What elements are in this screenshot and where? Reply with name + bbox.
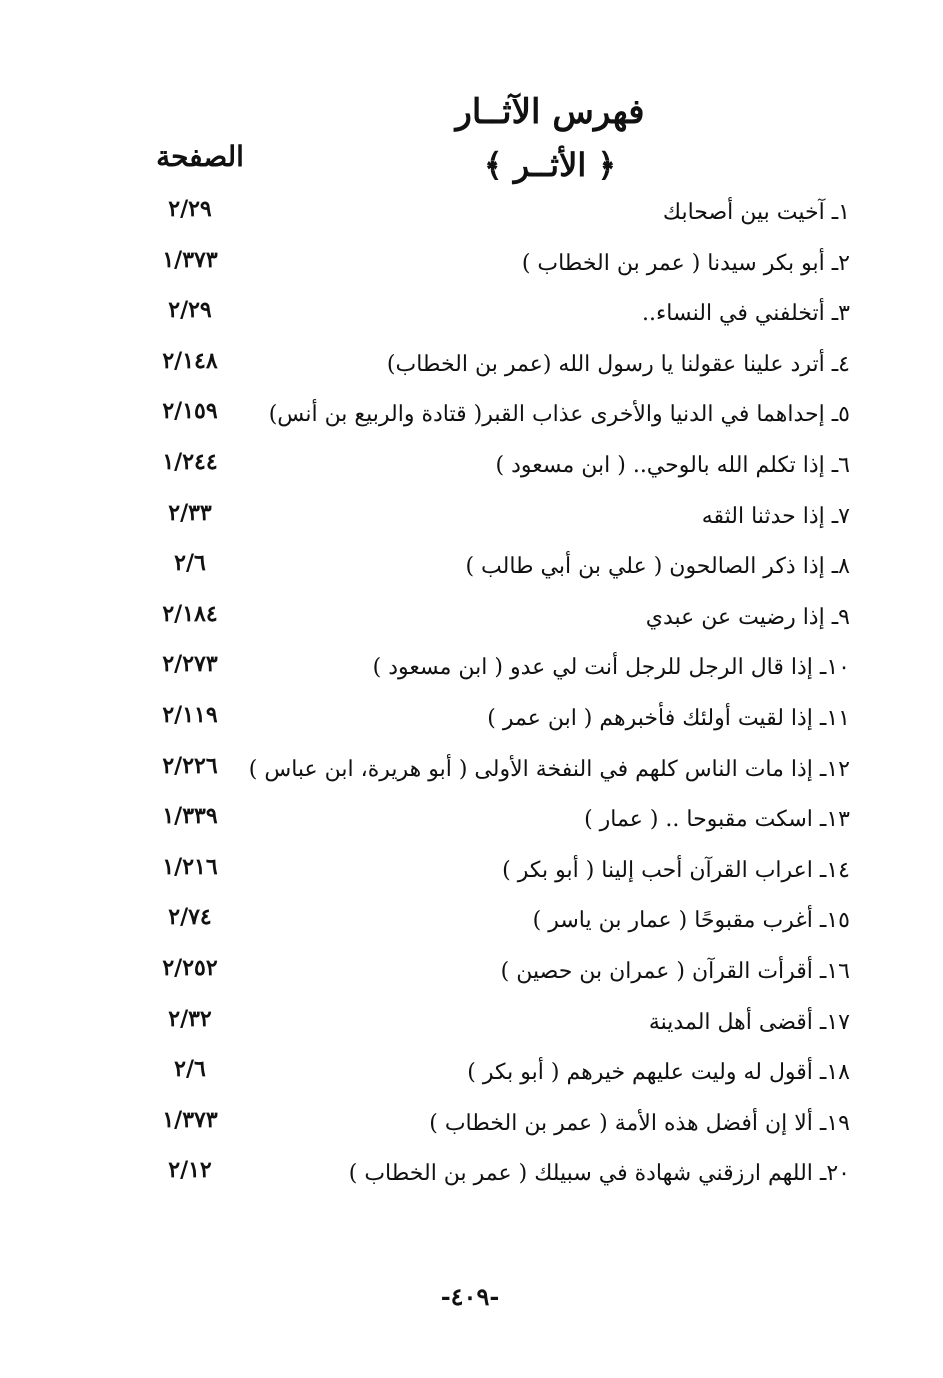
entry-page-ref: ٢/٢٧٣: [162, 651, 218, 678]
index-entry: [120, 449, 850, 500]
index-entry: [120, 348, 850, 399]
entry-page-ref: ٢/٢٩: [168, 196, 212, 222]
index-entry: [120, 1107, 850, 1158]
entry-text: ٩ـ إذا رضيت عن عبدي: [645, 604, 850, 630]
entry-text: ١٠ـ إذا قال الرجل للرجل أنت لي عدو ( ابن مسعود ): [372, 655, 850, 681]
index-entry: [120, 803, 850, 854]
entry-page-ref: ٢/١١٩: [162, 701, 218, 728]
index-entry: [120, 904, 850, 955]
entry-page-ref: ٢/٣٣: [168, 499, 212, 526]
index-entry: [120, 500, 850, 551]
entry-page-ref: ٢/٢٢٦: [162, 752, 218, 779]
entry-page-ref: ١/٢١٦: [162, 853, 218, 880]
index-entry: [120, 1006, 850, 1057]
entries-list: [120, 196, 850, 1208]
index-entry: [120, 955, 850, 1006]
entry-text: ٢٠ـ اللهم ارزقني شهادة في سبيلك ( عمر بن الخطاب ): [348, 1161, 850, 1187]
entry-page-ref: ٢/١٢: [168, 1157, 212, 1184]
entry-page-ref: ٢/١٤٨: [162, 347, 218, 374]
entry-text: ١٦ـ أقرأت القرآن ( عمران بن حصين ): [500, 958, 850, 984]
entry-page-ref: ٢/٢٩: [168, 297, 212, 324]
entry-text: ٧ـ إذا حدثنا الثقه: [701, 503, 850, 529]
entry-text: ١٧ـ أقضى أهل المدينة: [648, 1009, 850, 1035]
index-entry: [120, 854, 850, 905]
index-title: فهرس الآثــار: [455, 92, 645, 132]
index-entry: [120, 601, 850, 652]
entry-page-ref: ٢/٧٤: [168, 904, 212, 931]
index-entry: [120, 550, 850, 601]
entry-page-ref: ١/٣٣٩: [162, 803, 218, 830]
entry-page-ref: ٢/١٨٤: [162, 600, 218, 627]
entry-page-ref: ٢/٢٥٢: [162, 954, 218, 981]
index-entry: [120, 1157, 850, 1208]
entry-text: ٦ـ إذا تكلم الله بالوحي.. ( ابن مسعود ): [495, 452, 850, 478]
index-entry: [120, 1056, 850, 1107]
index-entry: [120, 247, 850, 298]
index-entry: [120, 702, 850, 753]
entry-page-ref: ٢/٦: [174, 1056, 206, 1083]
folio-page-number: -٤٠٩-: [440, 1282, 500, 1311]
entry-text: ١٨ـ أقول له وليت عليهم خيرهم ( أبو بكر ): [467, 1060, 850, 1086]
index-subtitle: ﴿ الأثــر ﴾: [483, 146, 617, 184]
entry-text: ٣ـ أتخلفني في النساء..: [641, 301, 850, 327]
entry-page-ref: ١/٢٤٤: [162, 448, 218, 475]
entry-text: ١٥ـ أغرب مقبوحًا ( عمار بن ياسر ): [532, 908, 850, 934]
entry-text: ١٢ـ إذا مات الناس كلهم في النفخة الأولى ( أبو هريرة، ابن عباس ): [248, 756, 850, 782]
entry-text: ١٩ـ ألا إن أفضل هذه الأمة ( عمر بن الخطاب ): [429, 1110, 850, 1136]
entry-text: ٤ـ أترد علينا عقولنا يا رسول الله (عمر بن الخطاب): [386, 351, 850, 377]
index-entry: [120, 651, 850, 702]
entry-text: ١١ـ إذا لقيت أولئك فأخبرهم ( ابن عمر ): [487, 705, 850, 731]
entry-page-ref: ٢/٣٢: [168, 1005, 212, 1032]
index-entry: [120, 398, 850, 449]
entry-page-ref: ١/٣٧٣: [162, 246, 218, 273]
entry-text: ٢ـ أبو بكر سيدنا ( عمر بن الخطاب ): [521, 250, 850, 276]
entry-page-ref: ٢/١٥٩: [162, 398, 218, 425]
page-column-header: الصفحة: [156, 140, 244, 173]
entry-page-ref: ١/٣٧٣: [162, 1106, 218, 1133]
entry-text: ٥ـ إحداهما في الدنيا والأخرى عذاب القبر( قتادة والربيع بن أنس): [268, 402, 850, 428]
entry-page-ref: ٢/٦: [174, 550, 206, 577]
entry-text: ٨ـ إذا ذكر الصالحون ( علي بن أبي طالب ): [465, 554, 850, 580]
index-entry: [120, 297, 850, 348]
index-entry: [120, 196, 850, 247]
index-entry: [120, 753, 850, 804]
entry-text: ١٤ـ اعراب القرآن أحب إلينا ( أبو بكر ): [502, 857, 850, 883]
entry-text: ١٣ـ اسكت مقبوحا .. ( عمار ): [584, 807, 850, 833]
entry-text: ١ـ آخيت بين أصحابك: [662, 200, 850, 225]
